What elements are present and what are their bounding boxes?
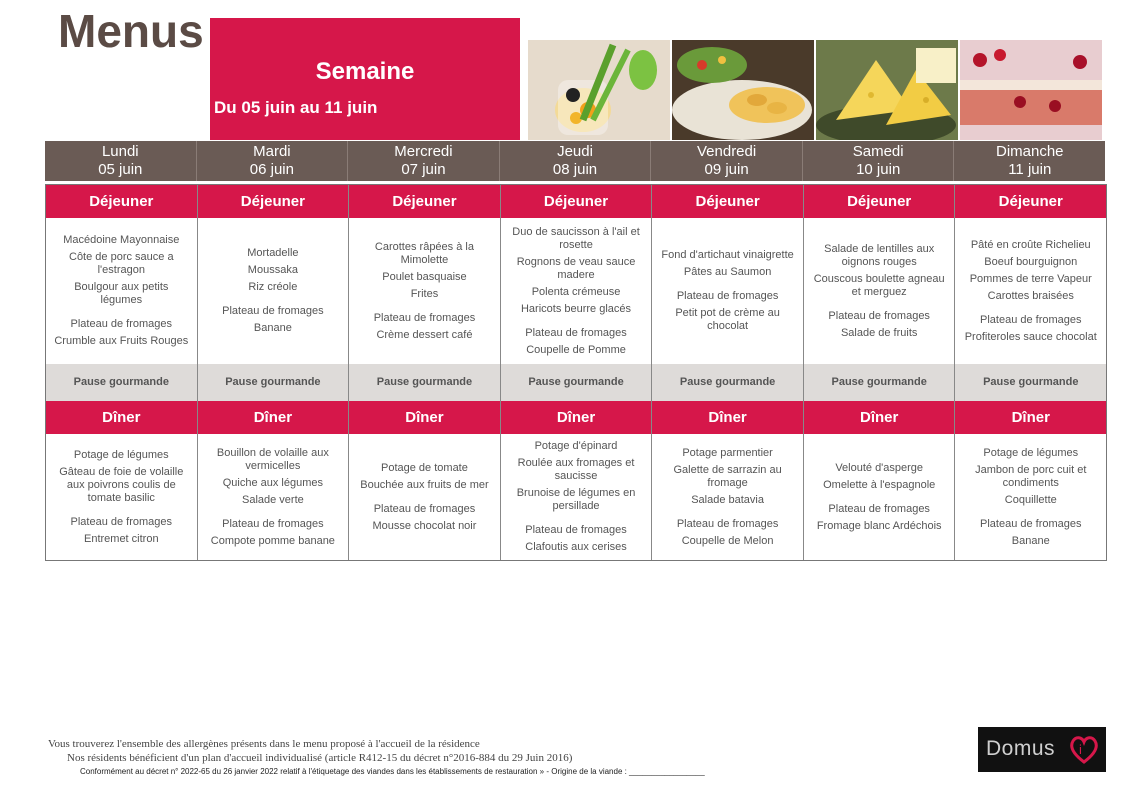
dish-item: Plateau de fromages	[222, 517, 324, 530]
domusvi-logo	[978, 727, 1106, 772]
lunch-header: Déjeuner	[652, 185, 803, 218]
dish-item: Bouchée aux fruits de mer	[360, 478, 489, 491]
dinner-header: Dîner	[198, 401, 349, 434]
week-banner	[210, 18, 520, 140]
dish-item: Banane	[1011, 534, 1050, 547]
dish-item: Carottes braisées	[987, 289, 1074, 302]
lunch-header: Déjeuner	[198, 185, 349, 218]
day-header: Dimanche 11 juin	[995, 143, 1064, 178]
day-header: Vendredi 09 juin	[651, 141, 803, 181]
dish-item: Potage de légumes	[983, 446, 1079, 459]
dinner-header: Dîner	[804, 401, 955, 434]
dish-item: Clafoutis aux cerises	[525, 541, 627, 553]
dish-item: Entremet citron	[83, 532, 159, 545]
dish-item: Moussaka	[247, 264, 298, 276]
dish-item: Galette de sarrazin au fromage	[673, 463, 782, 489]
dish-item: Velouté d'asperge	[835, 461, 924, 474]
dish-item: Fromage blanc Ardéchois	[816, 519, 942, 532]
dinner-menu	[349, 434, 500, 560]
day-header: Jeudi 08 juin	[500, 141, 652, 181]
lunch-menu	[652, 218, 803, 364]
pause-gourmande: Pause gourmande	[501, 364, 652, 401]
dish-item: Macédoine Mayonnaise	[63, 234, 180, 246]
week-label: Semaine	[315, 58, 415, 85]
dish-item: Roulée aux fromages et saucisse	[517, 457, 635, 482]
dish-item: Compote pomme banane	[210, 534, 335, 547]
pasta-salad-icon	[672, 40, 814, 140]
dish-item: Jambon de porc cuit et condiments	[975, 463, 1087, 489]
care-plan-notice: Nos résidents bénéficient d'un plan d'accueil individualisé (article R412-15 du décret n°2016-884 du 29 Juin 2016)	[67, 752, 573, 764]
day-column	[501, 185, 653, 560]
dish-item: Coquillette	[1004, 493, 1057, 506]
dish-item: Banane	[253, 322, 292, 334]
dish-item: Plateau de fromages	[676, 517, 779, 530]
lunch-menu	[501, 218, 652, 364]
lunch-header: Déjeuner	[955, 185, 1106, 218]
dish-item: Plateau de fromages	[828, 309, 930, 322]
dish-item: Bouillon de volaille aux vermicelles	[216, 446, 329, 472]
dish-item: Profiteroles sauce chocolat	[964, 330, 1097, 343]
lunch-menu	[198, 218, 349, 364]
dinner-header: Dîner	[955, 401, 1106, 434]
day-header: Mardi 06 juin	[197, 141, 349, 181]
dish-item: Poulet basquaise	[382, 270, 467, 283]
pause-gourmande: Pause gourmande	[349, 364, 500, 401]
cherry-clafoutis-icon	[960, 40, 1102, 140]
lunch-menu	[349, 218, 500, 364]
dish-item: Salade verte	[241, 493, 304, 506]
dish-item: Plateau de fromages	[676, 290, 779, 302]
dish-item: Plateau de fromages	[70, 515, 173, 528]
heart-logo-icon	[1068, 733, 1100, 765]
lunch-header: Déjeuner	[349, 185, 500, 218]
meat-origin-notice: Conformément au décret n° 2022-65 du 26 janvier 2022 relatif à l'étiquetage des viandes dans les établissements de restauration » - Origine de la viande : _________________	[80, 767, 705, 776]
lunch-header: Déjeuner	[804, 185, 955, 218]
dish-item: Omelette à l'espagnole	[823, 478, 936, 491]
dinner-header: Dîner	[652, 401, 803, 434]
day-column	[46, 185, 198, 560]
dish-item: Plateau de fromages	[980, 517, 1082, 530]
dinner-header: Dîner	[46, 401, 197, 434]
day-column	[198, 185, 350, 560]
day-header: Lundi 05 juin	[45, 141, 197, 181]
day-column	[652, 185, 804, 560]
dish-item: Potage de tomate	[381, 461, 468, 474]
pause-gourmande: Pause gourmande	[46, 364, 197, 401]
dish-item: Couscous boulette agneau et merguez	[813, 272, 945, 298]
dinner-header: Dîner	[501, 401, 652, 434]
day-header: Mercredi 07 juin	[348, 141, 500, 181]
lunch-header: Déjeuner	[501, 185, 652, 218]
dish-item: Fond d'artichaut vinaigrette	[661, 249, 794, 261]
day-column	[955, 185, 1106, 560]
dish-item: Pommes de terre Vapeur	[969, 272, 1092, 285]
lunch-menu	[46, 218, 197, 364]
dish-item: Mousse chocolat noir	[372, 519, 477, 532]
svg-text:i: i	[1079, 742, 1082, 757]
page-title: Menus	[58, 5, 204, 57]
lunch-menu	[955, 218, 1106, 364]
dish-item: Frites	[410, 287, 439, 300]
dish-item: Potage d'épinard	[534, 440, 618, 452]
dinner-menu	[652, 434, 803, 560]
pause-gourmande: Pause gourmande	[955, 364, 1106, 401]
cheese-icon	[816, 40, 958, 140]
dinner-header: Dîner	[349, 401, 500, 434]
lunch-header: Déjeuner	[46, 185, 197, 218]
dish-item: Crumble aux Fruits Rouges	[54, 335, 189, 347]
dish-item: Crème dessert café	[376, 328, 473, 341]
dish-item: Pâtes au Saumon	[683, 266, 772, 278]
dish-item: Boeuf bourguignon	[984, 255, 1078, 268]
dish-item: Carottes râpées à la Mimolette	[374, 240, 474, 266]
day-header: Samedi 10 juin	[803, 141, 955, 181]
dinner-menu	[955, 434, 1106, 560]
allergen-notice: Vous trouverez l'ensemble des allergènes présents dans le menu proposé à l'accueil de la résidence	[48, 738, 480, 750]
dish-item: Salade batavia	[691, 493, 764, 506]
dish-item: Plateau de fromages	[828, 502, 930, 515]
day-column	[804, 185, 956, 560]
dish-item: Salade de fruits	[840, 326, 918, 339]
dish-item: Rognons de veau sauce madere	[516, 255, 636, 281]
logo-text: Domus	[986, 737, 1056, 760]
dish-item: Plateau de fromages	[70, 318, 173, 330]
dinner-menu	[804, 434, 955, 560]
dinner-menu	[46, 434, 197, 560]
date-range: Du 05 juin au 11 juin	[214, 98, 378, 117]
dish-item: Polenta crémeuse	[531, 285, 621, 298]
dish-item: Petit pot de crème au chocolat	[675, 307, 780, 332]
dish-item: Boulgour aux petits légumes	[74, 281, 169, 306]
dish-item: Plateau de fromages	[222, 305, 324, 317]
pause-gourmande: Pause gourmande	[198, 364, 349, 401]
lunch-menu	[804, 218, 955, 364]
dish-item: Plateau de fromages	[525, 524, 627, 536]
dish-item: Mortadelle	[247, 247, 299, 259]
pause-gourmande: Pause gourmande	[804, 364, 955, 401]
dinner-menu	[501, 434, 652, 560]
dish-item: Duo de saucisson à l'ail et rosette	[512, 225, 640, 251]
dish-item: Potage parmentier	[682, 446, 773, 459]
dish-item: Plateau de fromages	[980, 313, 1082, 326]
dish-item: Pâté en croûte Richelieu	[970, 238, 1091, 251]
days-header	[45, 141, 1105, 181]
dish-item: Plateau de fromages	[373, 502, 476, 515]
day-column	[349, 185, 501, 560]
dish-item: Potage de légumes	[73, 448, 169, 461]
dinner-menu	[198, 434, 349, 560]
dish-item: Gâteau de foie de volaille aux poivrons coulis de tomate basilic	[59, 465, 184, 504]
dish-item: Brunoise de légumes en persillade	[516, 487, 636, 512]
dish-item: Plateau de fromages	[373, 311, 476, 324]
dish-item: Plateau de fromages	[525, 326, 627, 339]
dish-item: Haricots beurre glacés	[520, 302, 632, 315]
dish-item: Côte de porc sauce a l'estragon	[69, 251, 174, 276]
asparagus-verrine-icon	[528, 40, 670, 140]
dish-item: Coupelle de Melon	[681, 534, 774, 547]
menu-grid	[45, 184, 1107, 561]
dish-item: Salade de lentilles aux oignons rouges	[824, 242, 935, 268]
pause-gourmande: Pause gourmande	[652, 364, 803, 401]
dish-item: Coupelle de Pomme	[526, 343, 626, 356]
dish-item: Quiche aux légumes	[222, 476, 323, 489]
dish-item: Riz créole	[248, 281, 298, 293]
